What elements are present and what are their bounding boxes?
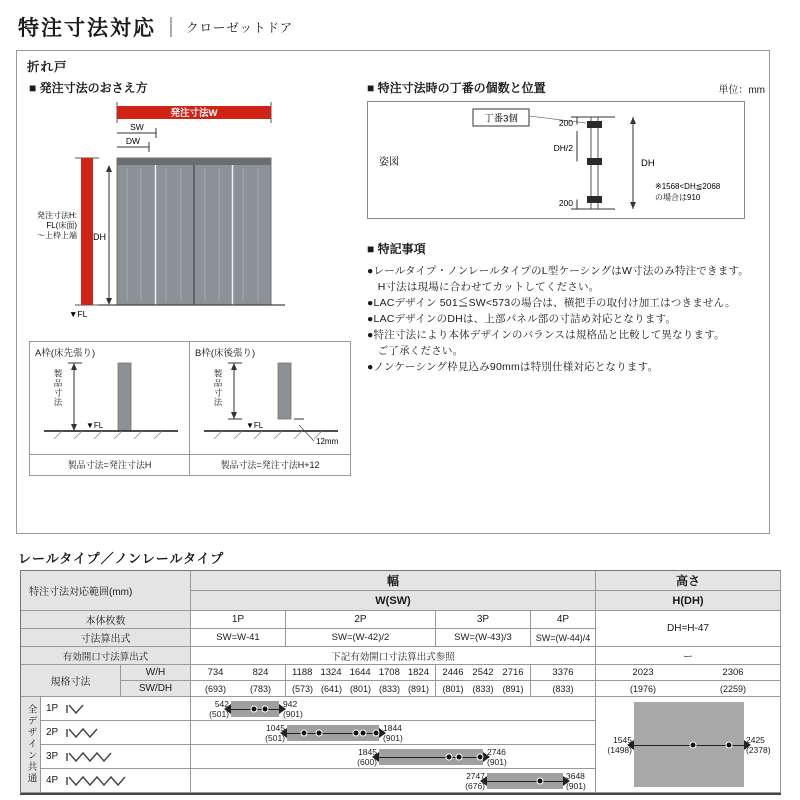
hinge-count-badge: 丁番3個 bbox=[484, 113, 518, 125]
standard-label-cell: 規格寸法 bbox=[21, 665, 121, 697]
std-wh-4p: 3376 bbox=[531, 665, 596, 681]
opening-ref-cell: 下記有効開口寸法算出式参照 bbox=[191, 647, 596, 665]
note-line: ●特注寸法により本体デザインのバランスは規格品と比較して異なります。 bbox=[367, 329, 725, 341]
note-line: ●レールタイプ・ノンレールタイプのL型ケーシングはW寸法のみ特注できます。 bbox=[367, 265, 749, 277]
fold-door-icon bbox=[65, 703, 87, 715]
special-notes bbox=[367, 240, 765, 375]
std-wh-1p: 734 824 bbox=[191, 665, 286, 681]
door-dimension-diagram bbox=[29, 100, 359, 328]
panel-row-label-3p: 3P bbox=[41, 745, 191, 769]
range-header-cell: 特注寸法対応範囲(mm) bbox=[21, 571, 191, 611]
std-wh-2p: 1188 1324 1644 1708 1824 bbox=[286, 665, 436, 681]
door-type-label: 折れ戸 bbox=[27, 60, 68, 74]
hinge-note-2: の場合は910 bbox=[655, 193, 701, 202]
frame-a-caption: 製品寸法=発注寸法H bbox=[30, 454, 189, 475]
note-line: H寸法は現場に合わせてカットしてください。 bbox=[367, 281, 600, 293]
w-sub-header: W(SW) bbox=[191, 591, 596, 611]
dim-dh-label: DH bbox=[93, 232, 106, 242]
note-line: ご了承ください。 bbox=[367, 345, 464, 357]
frame-b-dim-label: 製品寸法 bbox=[213, 369, 223, 407]
note-line: ●LACデザイン 501≦SW<573の場合は、横把手の取付け加工はつきません。 bbox=[367, 297, 736, 309]
hinge-position-diagram bbox=[367, 101, 745, 219]
std-wh-3p: 2446 2542 2716 bbox=[436, 665, 531, 681]
fold-door-icon bbox=[65, 775, 129, 787]
h-sub-header: H(DH) bbox=[596, 591, 781, 611]
range-bar-2p: 1045 (501) 1844 (901) bbox=[191, 721, 596, 745]
frame-a-fl-label: ▼FL bbox=[86, 421, 104, 430]
range-bar-4p: 2747 (676) 3648 (901) bbox=[191, 769, 596, 793]
std-swdh-2p: (573) (641) (801) (833) (891) bbox=[286, 681, 436, 697]
fl-label: ▼FL bbox=[69, 309, 88, 319]
swdh-label-cell: SW/DH bbox=[121, 681, 191, 697]
frame-a bbox=[30, 342, 190, 475]
formula-3p: SW=(W-43)/3 bbox=[436, 629, 531, 647]
hinge-note-1: ※1568<DH≦2068 bbox=[655, 182, 721, 191]
hinge-dim-mid: DH/2 bbox=[553, 143, 573, 153]
height-range-bar: 1545 (1498) 2425 (2378) bbox=[596, 697, 781, 793]
std-swdh-3p: (801) (833) (891) bbox=[436, 681, 531, 697]
page-title: 特注寸法対応 bbox=[18, 17, 156, 40]
frame-b-gap-label: 12mm bbox=[316, 437, 339, 446]
frame-b-caption: 製品寸法=発注寸法H+12 bbox=[190, 454, 350, 475]
dim-w-label: 発注寸法W bbox=[170, 108, 218, 119]
panel-row-label-2p: 2P bbox=[41, 721, 191, 745]
frame-diagrams bbox=[29, 341, 351, 476]
page-header bbox=[18, 12, 293, 42]
height-header-cell: 高さ bbox=[596, 571, 781, 591]
frame-b bbox=[190, 342, 350, 475]
width-header-cell: 幅 bbox=[191, 571, 596, 591]
common-design-cell: 全デザイン共通 bbox=[21, 697, 41, 793]
hinge-dim-bottom: 200 bbox=[558, 198, 573, 208]
fold-door-icon bbox=[65, 751, 115, 763]
range-bar-1p: 542 (501) 942 (901) bbox=[191, 697, 596, 721]
std-wh-height: 2023 2306 bbox=[596, 665, 781, 681]
unit-label: 単位：mm bbox=[718, 85, 765, 96]
order-dimension-section bbox=[29, 79, 363, 476]
panel-1p-cell: 1P bbox=[191, 611, 286, 629]
std-swdh-height: (1976) (2259) bbox=[596, 681, 781, 697]
hinge-dim-total: DH bbox=[641, 158, 655, 169]
formula-label-cell: 寸法算出式 bbox=[21, 629, 191, 647]
opening-label-cell: 有効開口寸法算出式 bbox=[21, 647, 191, 665]
frame-b-fl-label: ▼FL bbox=[246, 421, 264, 430]
notes-title: ■ 特記事項 bbox=[367, 242, 426, 256]
panels-label-cell: 本体枚数 bbox=[21, 611, 191, 629]
figure-label: 姿図 bbox=[379, 157, 399, 168]
range-bar-3p: 1845 (600) 2746 (901) bbox=[191, 745, 596, 769]
folding-door-panel bbox=[16, 50, 770, 534]
page-subtitle: クローゼットドア bbox=[186, 21, 294, 35]
wh-label-cell: W/H bbox=[121, 665, 191, 681]
std-swdh-1p: (693) (783) bbox=[191, 681, 286, 697]
height-formula-cell: DH=H-47 bbox=[596, 611, 781, 647]
hinge-dim-top: 200 bbox=[558, 118, 573, 128]
order-section-title: ■ 発注寸法のおさえ方 bbox=[29, 81, 148, 95]
dim-sw-label: SW bbox=[130, 122, 144, 132]
panel-3p-cell: 3P bbox=[436, 611, 531, 629]
dim-h-label-1: 発注寸法H: bbox=[37, 211, 77, 220]
note-line: ●LACデザインのDHは、上部パネル部の寸詰め対応となります。 bbox=[367, 313, 677, 325]
panel-row-label-4p: 4P bbox=[41, 769, 191, 793]
frame-a-title: A枠(床先張り) bbox=[35, 348, 96, 359]
rail-type-heading: レールタイプ／ノンレールタイプ bbox=[18, 551, 225, 566]
hinge-section bbox=[367, 79, 765, 375]
title-divider bbox=[170, 17, 172, 37]
dim-dw-label: DW bbox=[125, 136, 141, 146]
formula-1p: SW=W-41 bbox=[191, 629, 286, 647]
panel-2p-cell: 2P bbox=[286, 611, 436, 629]
fold-door-icon bbox=[65, 727, 101, 739]
panel-4p-cell: 4P bbox=[531, 611, 596, 629]
frame-a-dim-label: 製品寸法 bbox=[53, 369, 63, 407]
custom-dimension-table bbox=[20, 570, 781, 795]
panel-row-label-1p: 1P bbox=[41, 697, 191, 721]
std-swdh-4p: (833) bbox=[531, 681, 596, 697]
dim-h-label-2: FL(床面) bbox=[46, 221, 77, 230]
dim-h-label-3: ～上枠上端 bbox=[37, 231, 77, 240]
hinge-section-title: ■ 特注寸法時の丁番の個数と位置 bbox=[367, 81, 546, 95]
formula-2p: SW=(W-42)/2 bbox=[286, 629, 436, 647]
formula-4p: SW=(W-44)/4 bbox=[531, 629, 596, 647]
note-line: ●ノンケーシング枠見込み90mmは特別仕様対応となります。 bbox=[367, 361, 659, 373]
height-opening-cell: ー bbox=[596, 647, 781, 665]
frame-b-title: B枠(床後張り) bbox=[195, 348, 256, 359]
